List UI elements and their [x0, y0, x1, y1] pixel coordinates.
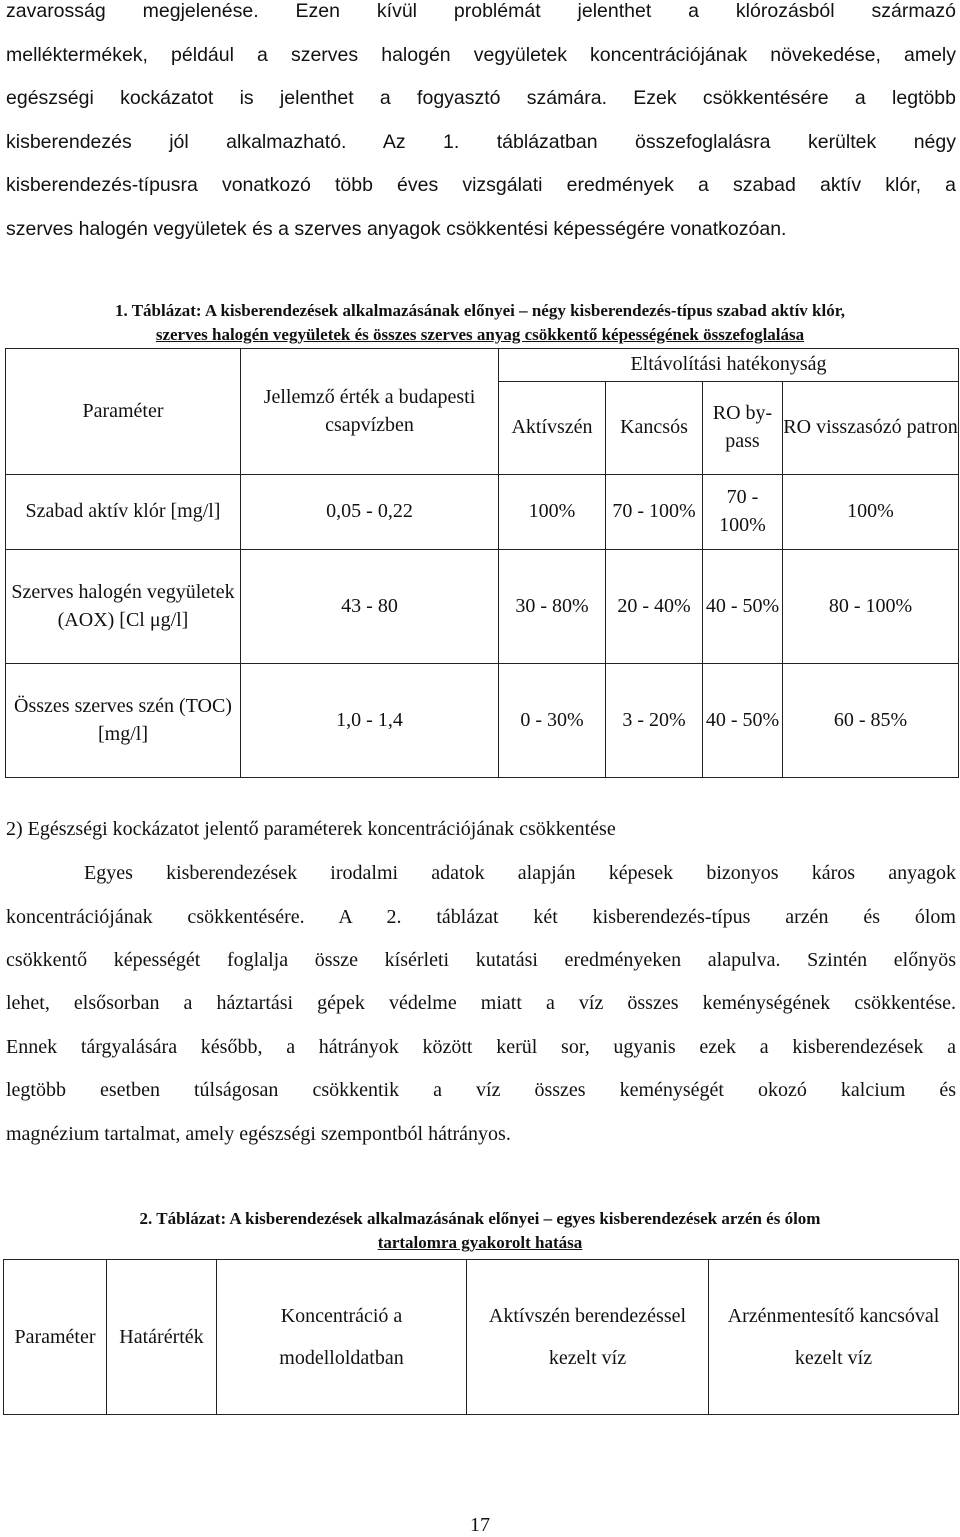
section2-line: lehet, elsősorban a háztartási gépek védelme miatt a víz összes keménységének csökkentése.: [6, 992, 956, 1014]
table1-cell-ro-bypass: 40 - 50%: [703, 664, 783, 778]
table1-cell-activated: 30 - 80%: [499, 550, 606, 664]
table1: [5, 348, 959, 778]
table2-header-model: Koncentráció a modelloldatban: [217, 1260, 467, 1415]
table1-cell-typical: 0,05 - 0,22: [241, 475, 499, 550]
table1-cell-param: Szerves halogén vegyületek (AOX) [Cl μg/l]: [6, 550, 241, 664]
intro-line: kisberendezés jól alkalmazható. Az 1. táblázatban összefoglalásra kerültek négy: [6, 131, 956, 153]
section2-line: magnézium tartalmat, amely egészségi szempontból hátrányos.: [6, 1123, 511, 1145]
table2-header-arsenic: Arzénmentesítő kancsóval kezelt víz: [709, 1260, 959, 1415]
intro-line: zavarosság megjelenése. Ezen kívül problémát jelenthet a klórozásból származó: [6, 0, 956, 22]
table2-caption: 2. Táblázat: A kisberendezések alkalmazásának előnyei – egyes kisberendezések arzén és ólom: [139, 1209, 821, 1228]
table-row: [6, 664, 959, 778]
section2-line: csökkentő képességét foglalja össze kísérleti kutatási eredményeken alapulva. Szintén előnyös: [6, 949, 956, 971]
table1-cell-activated: 100%: [499, 475, 606, 550]
section2-line: legtöbb esetben túlságosan csökkentik a víz összes keménységét okozó kalcium és: [6, 1079, 956, 1101]
section2-heading: 2) Egészségi kockázatot jelentő paraméterek koncentrációjának csökkentése: [6, 818, 616, 840]
table1-cell-pitcher: 3 - 20%: [606, 664, 703, 778]
table1-cell-ro-refill: 100%: [783, 475, 959, 550]
table1-header-typical: Jellemző érték a budapesti csapvízben: [241, 349, 499, 475]
table-row: [6, 475, 959, 550]
table2-header-limit: Határérték: [107, 1260, 217, 1415]
table1-header-pitcher: Kancsós: [606, 382, 703, 475]
intro-line: szerves halogén vegyületek és a szerves anyagok csökkentési képességére vonatkozóan.: [6, 218, 787, 240]
table2-caption: tartalomra gyakorolt hatása: [377, 1233, 583, 1252]
table1-header-activated: Aktívszén: [499, 382, 606, 475]
section2-line: Egyes kisberendezések irodalmi adatok alapján képesek bizonyos káros anyagok: [84, 862, 956, 884]
table1-cell-ro-bypass: 40 - 50%: [703, 550, 783, 664]
table2-header-param: Paraméter: [4, 1260, 107, 1415]
table1-cell-ro-bypass: 70 - 100%: [703, 475, 783, 550]
intro-line: egészségi kockázatot is jelenthet a fogyasztó számára. Ezek csökkentésére a legtöbb: [6, 87, 956, 109]
table1-cell-pitcher: 20 - 40%: [606, 550, 703, 664]
section2-line: koncentrációjának csökkentésére. A 2. táblázat két kisberendezés-típus arzén és ólom: [6, 906, 956, 928]
table1-header-ro-bypass: RO by- pass: [703, 382, 783, 475]
table1-header-group: Eltávolítási hatékonyság: [499, 349, 959, 382]
table1-cell-activated: 0 - 30%: [499, 664, 606, 778]
table1-cell-param: Összes szerves szén (TOC) [mg/l]: [6, 664, 241, 778]
intro-line: melléktermékek, például a szerves halogén vegyületek koncentrációjának növekedése, amely: [6, 44, 956, 66]
section2-line: Ennek tárgyalására később, a hátrányok között kerül sor, ugyanis ezek a kisberendezések a: [6, 1036, 956, 1058]
intro-line: kisberendezés-típusra vonatkozó több éves vizsgálati eredmények a szabad aktív klór, a: [6, 174, 956, 196]
table1-cell-ro-refill: 60 - 85%: [783, 664, 959, 778]
table2: [3, 1259, 959, 1415]
table1-caption: 1. Táblázat: A kisberendezések alkalmazásának előnyei – négy kisberendezés-típus szabad aktív klór,: [115, 301, 845, 320]
table1-header-ro-refill: RO visszasózó patron: [783, 382, 959, 475]
table1-cell-typical: 1,0 - 1,4: [241, 664, 499, 778]
table1-cell-ro-refill: 80 - 100%: [783, 550, 959, 664]
table1-header-param: Paraméter: [6, 349, 241, 475]
table1-caption: szerves halogén vegyületek és összes szerves anyag csökkentő képességének összefoglalása: [155, 325, 805, 344]
table2-header-activated: Aktívszén berendezéssel kezelt víz: [467, 1260, 709, 1415]
page-number: 17: [470, 1514, 490, 1536]
table1-cell-typical: 43 - 80: [241, 550, 499, 664]
table-row: [6, 550, 959, 664]
table1-cell-pitcher: 70 - 100%: [606, 475, 703, 550]
table1-cell-param: Szabad aktív klór [mg/l]: [6, 475, 241, 550]
